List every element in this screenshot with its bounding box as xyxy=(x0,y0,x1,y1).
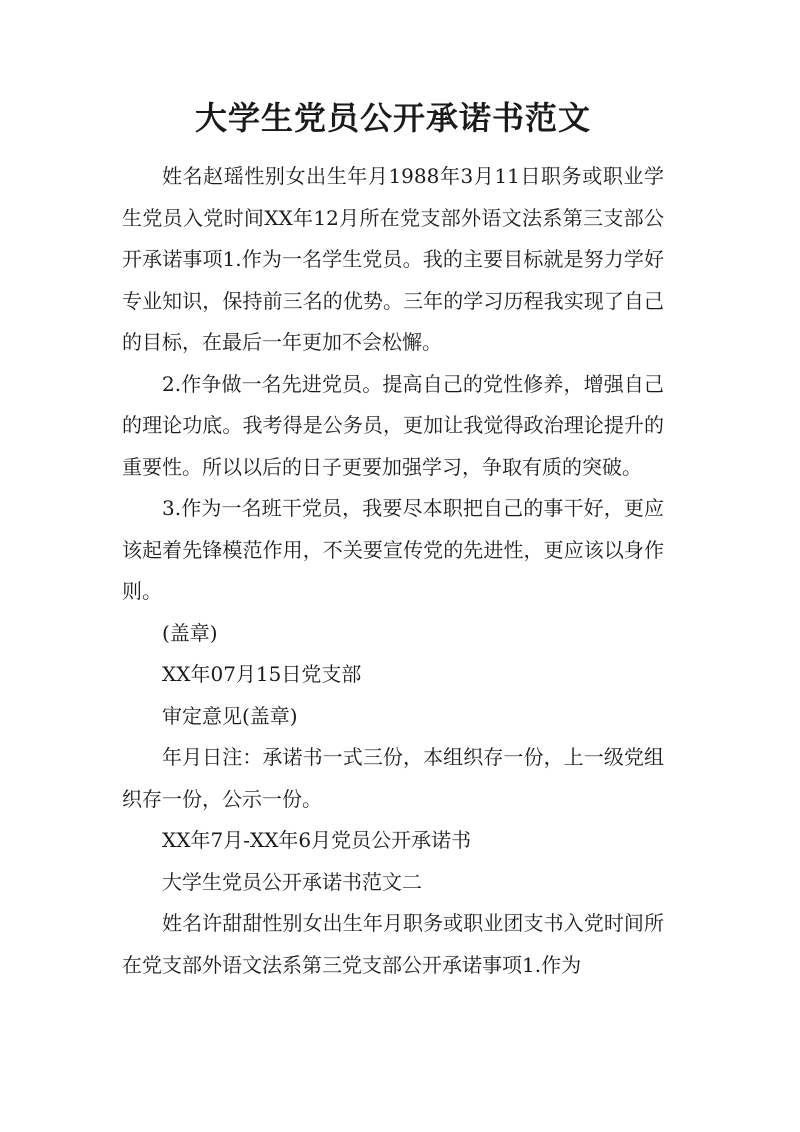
review-opinion-line: 审定意见(盖章) xyxy=(162,703,298,728)
section-two-heading: 大学生党员公开承诺书范文二 xyxy=(162,869,422,894)
date-line: XX年07月15日党支部 xyxy=(162,662,362,686)
document-title: 大学生党员公开承诺书范文 xyxy=(194,99,591,137)
paragraph-basic-info: 姓名赵瑶性别女出生年月1988年3月11日职务或职业学生党员入党时间XX年12月所在党支部外语文法系第三支部公开承诺事项1.作为一名学生党员。我的主要目标就是努力学好专业知识，保持前三名的优势。三年的学习历程我实现了自己的目标，在最后一年更加不会松懈。 xyxy=(122,164,664,354)
paragraph-second-sample: 姓名许甜甜性别女出生年月职务或职业团支书入党时间所在党支部外语文法系第三党支部公开承诺事项1.作为 xyxy=(122,911,664,977)
paragraph-commitment-3: 3.作为一名班干党员，我要尽本职把自己的事干好，更应该起着先锋模范作用，不关要宣传党的先进性，更应该以身作则。 xyxy=(122,496,664,603)
period-line: XX年7月-XX年6月党员公开承诺书 xyxy=(162,828,472,852)
seal-line: (盖章) xyxy=(162,620,218,645)
paragraph-commitment-2: 2.作争做一名先进党员。提高自己的党性修养，增强自己的理论功底。我考得是公务员，更加让我觉得政治理论提升的重要性。所以以后的日子更要加强学习，争取有质的突破。 xyxy=(122,371,664,479)
note-paragraph: 年月日注：承诺书一式三份，本组织存一份，上一级党组织存一份，公示一份。 xyxy=(122,745,664,811)
